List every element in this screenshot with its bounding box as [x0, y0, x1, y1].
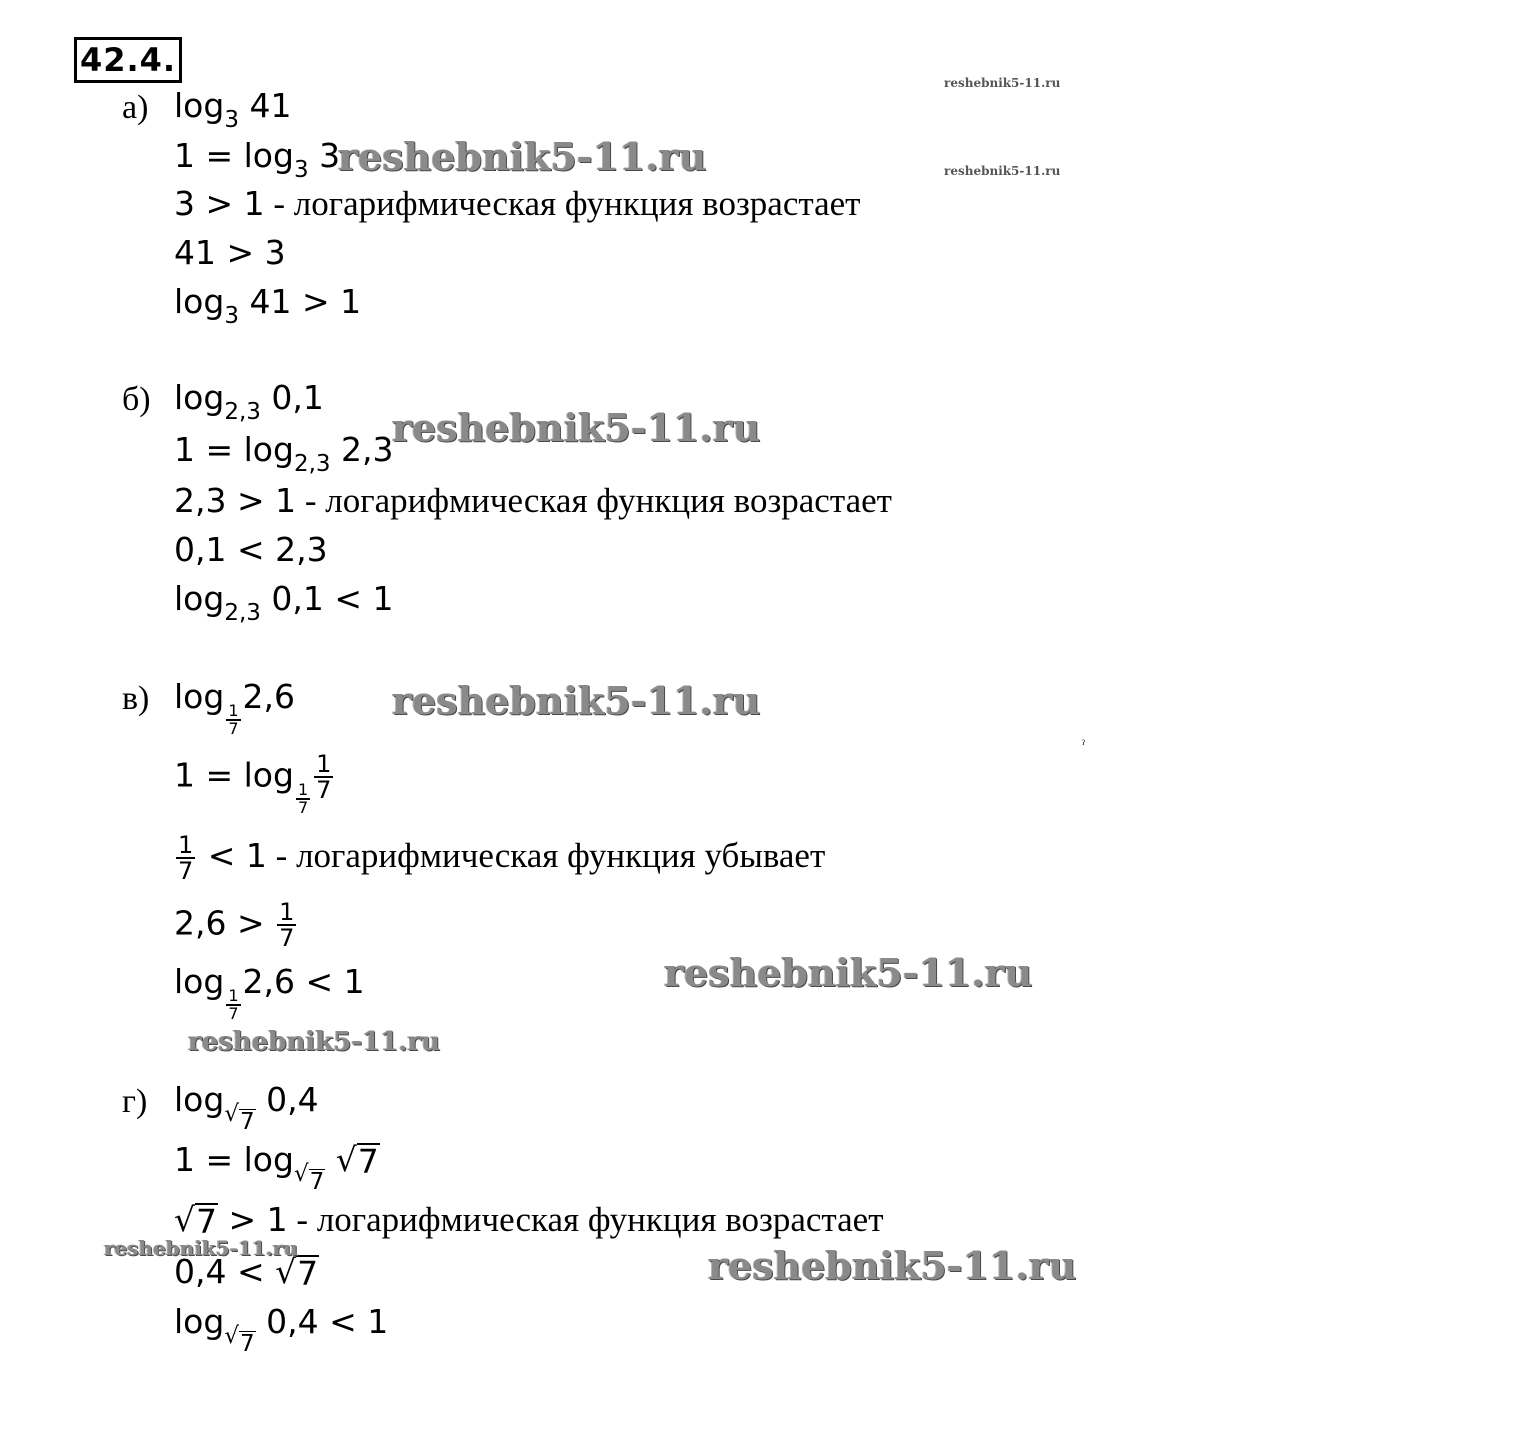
part-d-line-5: log $_{√ 7}$ 0,4 < 1: [174, 1302, 389, 1357]
part-c-line-3: $\frac{1}{7}$ < 1 - логарифмическая функция убывает: [178, 831, 826, 885]
part-a-line-1: $\log_3 41$: [174, 86, 292, 133]
watermark: reshebnik5-11.ru: [944, 76, 1061, 90]
watermark: reshebnik5-11.ru: [338, 134, 707, 179]
part-d-line-3: √ 7 > 1 - логарифмическая функция возрастает: [174, 1200, 884, 1242]
part-b-line-4: 0,1 < 2,3: [174, 530, 328, 569]
part-b-line-5: $\log_{2,3} 0,1 < 1$: [174, 579, 394, 626]
watermark: reshebnik5-11.ru: [664, 950, 1033, 995]
sqrt-base: √ 7: [224, 1323, 255, 1357]
watermark: reshebnik5-11.ru: [708, 1243, 1077, 1288]
sqrt: √ 7: [335, 1140, 379, 1182]
watermark: reshebnik5-11.ru: [944, 164, 1061, 178]
part-a-label: а): [122, 89, 149, 126]
fraction: $\frac{1}{7}$: [279, 898, 295, 952]
part-b-line-3: 2,3 > 1 - логарифмическая функция возрастает: [174, 481, 892, 520]
fraction: $\frac{1}{7}$: [316, 750, 332, 804]
part-d-line-1: log $_{√ 7}$ 0,4: [174, 1080, 319, 1135]
watermark: reshebnik5-11.ru: [392, 405, 761, 450]
sqrt-base: √ 7: [224, 1101, 255, 1135]
part-a-line-3: 3 > 1 - логарифмическая функция возрастает: [174, 184, 861, 223]
part-c-label: в): [122, 680, 150, 717]
sqrt-base: √ 7: [293, 1161, 325, 1195]
part-c-line-5: log $\frac{1}{7}$ 2,6 < 1: [174, 962, 365, 1023]
watermark: reshebnik5-11.ru: [104, 1236, 298, 1260]
part-a-line-4: 41 > 3: [174, 233, 286, 272]
speck-mark: ˀ: [1082, 738, 1086, 752]
part-c-line-2: 1 = log $\frac{1}{7}$ $\frac{1}{7}$: [174, 750, 332, 817]
log-base-fraction: $\frac{1}{7}$: [297, 779, 309, 817]
fraction: $\frac{1}{7}$: [178, 831, 194, 885]
problem-number: 42.4.: [74, 37, 182, 83]
part-b-label: б): [122, 381, 151, 418]
part-b-line-2: $1 = \log_{2,3} 2,3$: [174, 430, 394, 477]
watermark: reshebnik5-11.ru: [392, 678, 761, 723]
part-c-line-4: 2,6 > $\frac{1}{7}$: [174, 898, 295, 952]
part-d-line-4: 0,4 < √ 7: [174, 1252, 319, 1294]
part-a-line-2: $1 = \log_3 3$: [174, 136, 341, 183]
watermark: reshebnik5-11.ru: [188, 1027, 441, 1057]
part-c-line-1: log $\frac{1}{7}$ 2,6: [174, 677, 295, 738]
log-base-fraction: $\frac{1}{7}$: [228, 986, 239, 1023]
log-base-fraction: $\frac{1}{7}$: [228, 701, 239, 738]
sqrt: √ 7: [174, 1200, 218, 1242]
part-a-line-5: $\log_3 41 > 1$: [174, 282, 362, 329]
sqrt: √ 7: [275, 1252, 319, 1294]
part-d-label: г): [122, 1083, 148, 1120]
part-b-line-1: $\log_{2,3} 0,1$: [174, 378, 324, 425]
part-d-line-2: 1 = log $_{√ 7}$ √ 7: [174, 1140, 379, 1195]
